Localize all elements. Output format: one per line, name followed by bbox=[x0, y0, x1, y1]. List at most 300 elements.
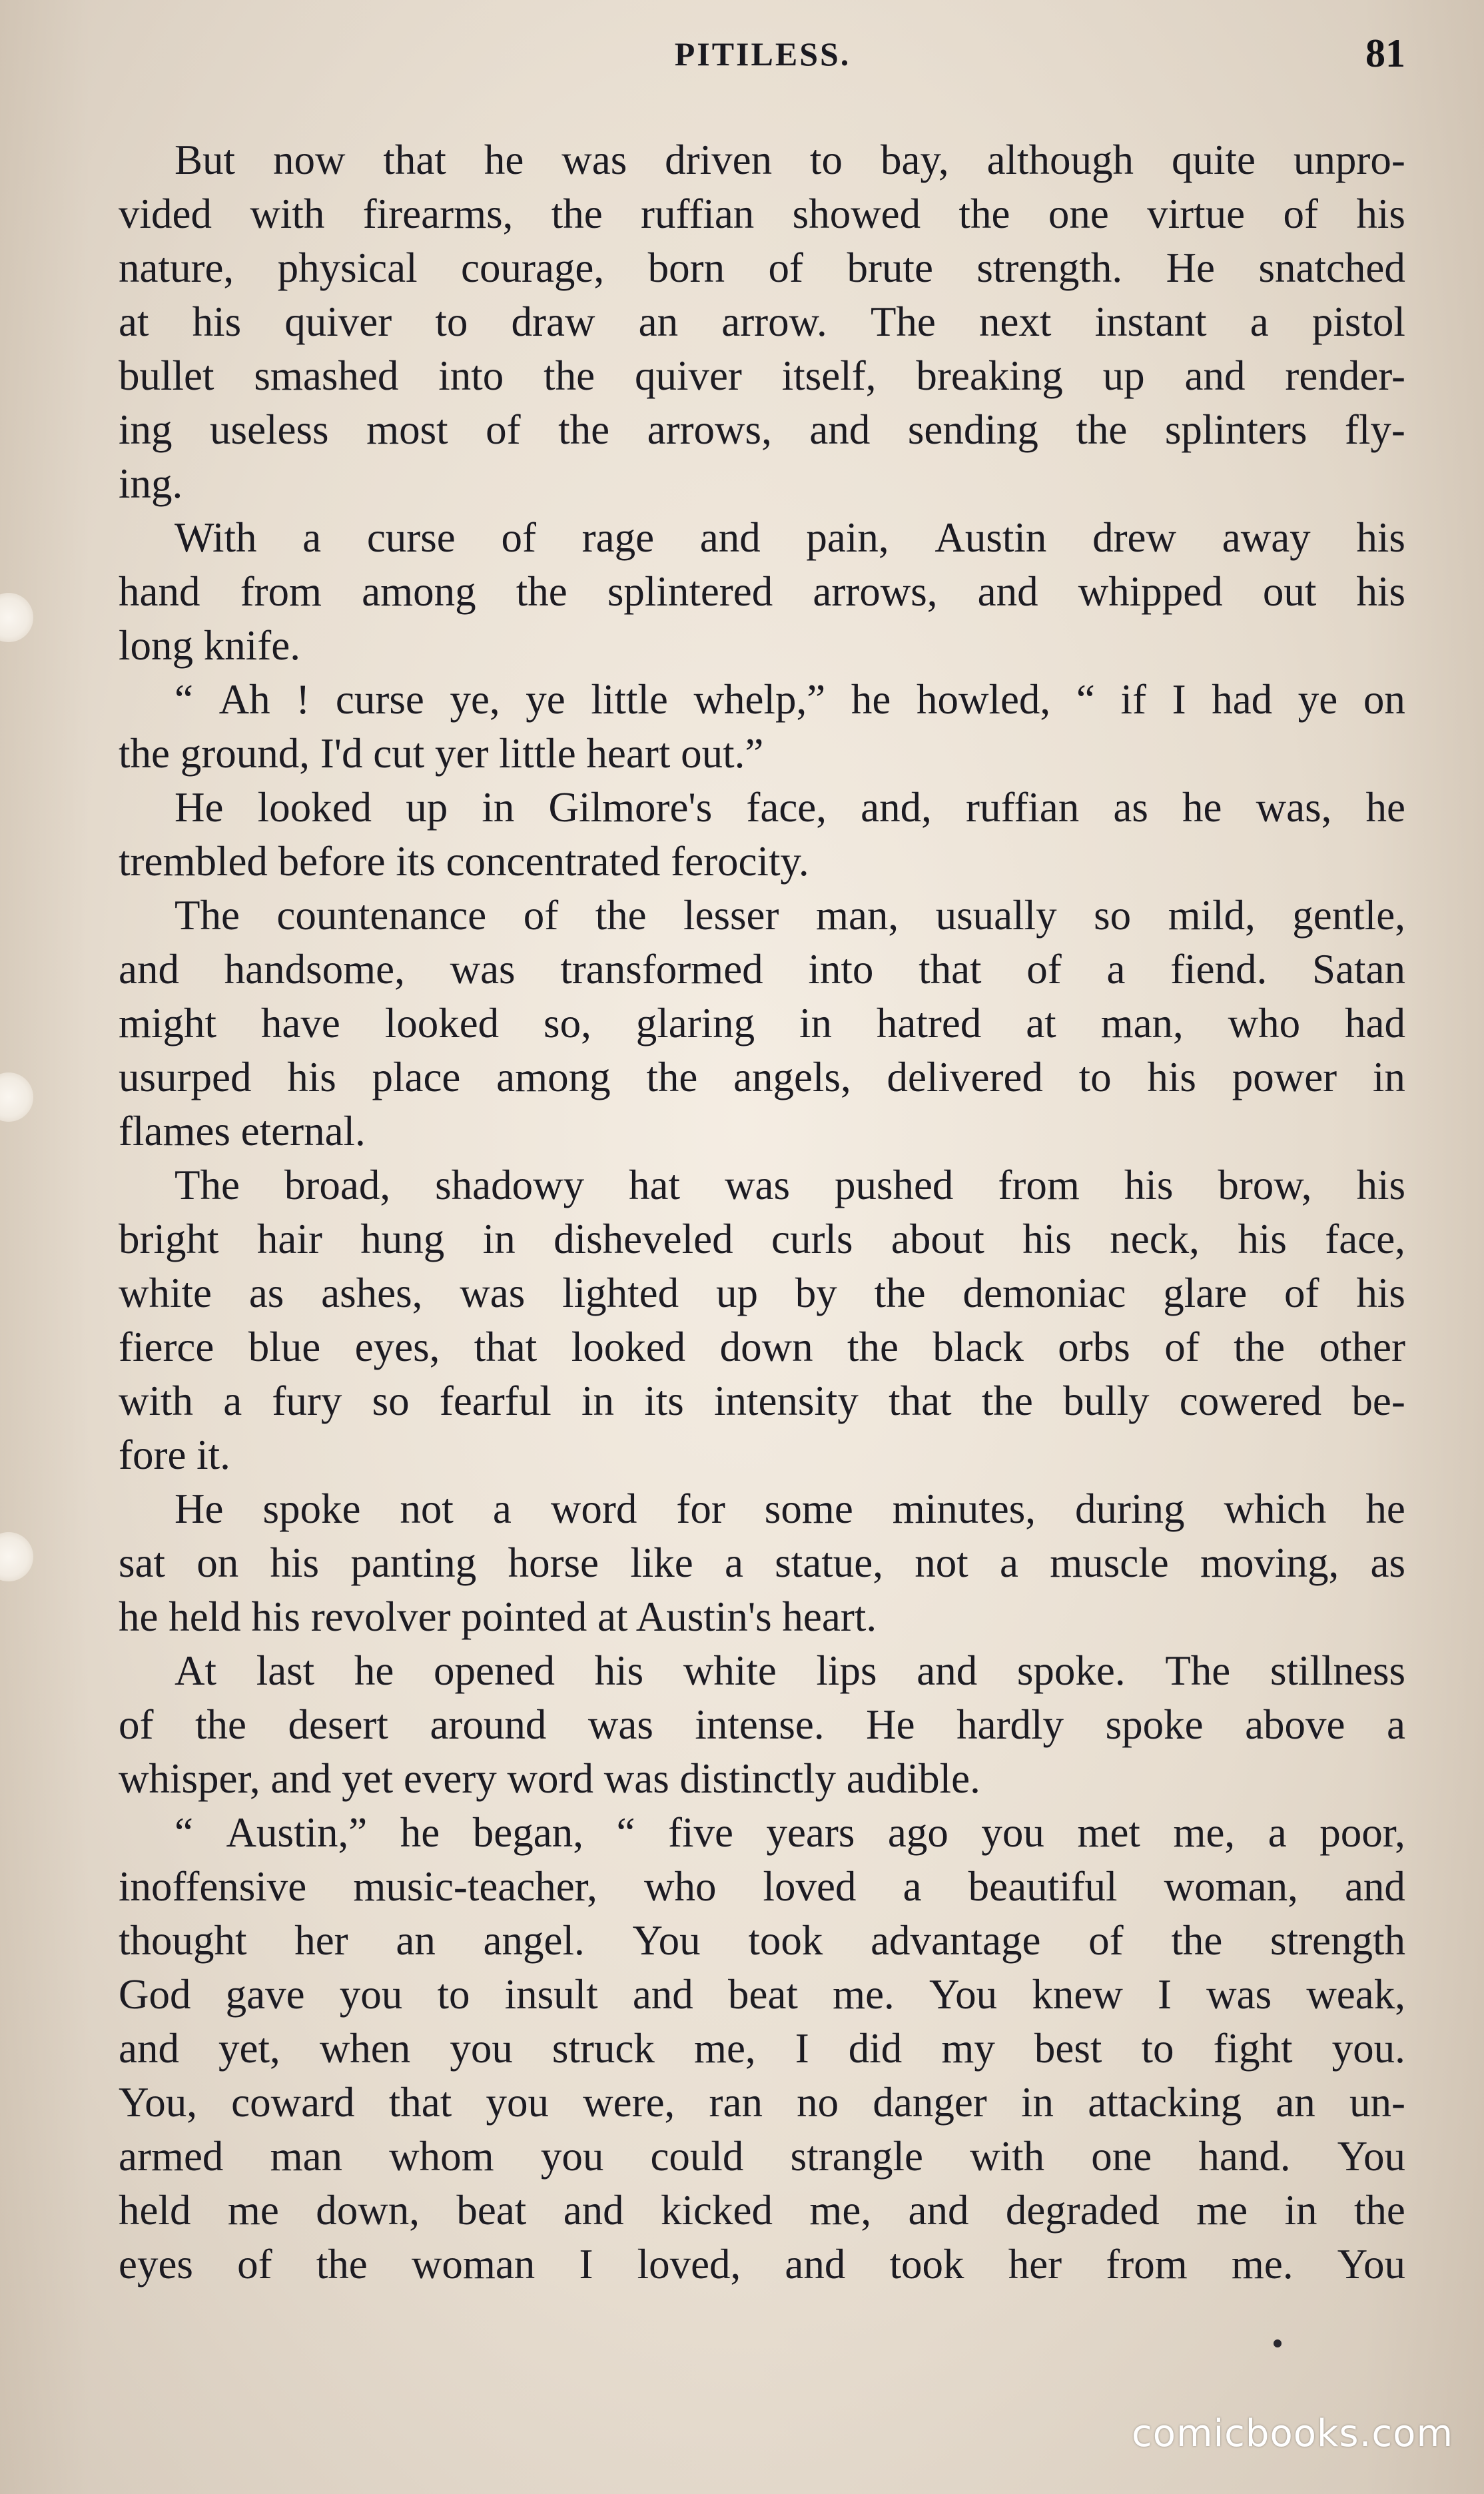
word: looked bbox=[384, 1000, 500, 1046]
word: began, bbox=[472, 1809, 583, 1856]
word: the bbox=[1234, 1324, 1286, 1370]
word: other bbox=[1319, 1324, 1405, 1370]
word: on bbox=[196, 1539, 239, 1586]
word: hardly bbox=[956, 1701, 1064, 1748]
word: in bbox=[1020, 2079, 1054, 2126]
word: With bbox=[175, 514, 257, 561]
word: ye, bbox=[450, 676, 500, 723]
word: beautiful bbox=[968, 1863, 1118, 1910]
text-line bbox=[119, 565, 1405, 618]
word: was bbox=[587, 1701, 653, 1748]
word: that bbox=[383, 137, 446, 183]
word: his bbox=[1124, 1162, 1174, 1208]
word: that bbox=[889, 1378, 952, 1424]
word: loved, bbox=[637, 2241, 741, 2287]
word: physical bbox=[277, 244, 418, 291]
word: were, bbox=[583, 2079, 675, 2126]
word: brute bbox=[847, 244, 933, 291]
text-line bbox=[119, 1212, 1405, 1266]
word: and bbox=[563, 2187, 624, 2234]
word: his bbox=[1356, 568, 1405, 615]
word: delivered bbox=[887, 1054, 1043, 1100]
word: five bbox=[667, 1809, 733, 1856]
word: splinters bbox=[1164, 406, 1307, 453]
word: so bbox=[1094, 892, 1132, 939]
word: my bbox=[941, 2025, 995, 2072]
word: The bbox=[870, 298, 936, 345]
word: the bbox=[551, 191, 603, 237]
text-line bbox=[119, 2238, 1405, 2291]
word: in bbox=[1372, 1054, 1405, 1100]
word: intensity bbox=[713, 1378, 859, 1424]
word: broad, bbox=[284, 1162, 391, 1208]
word: vided bbox=[119, 191, 212, 237]
word: of bbox=[768, 244, 804, 291]
word: ran bbox=[709, 2079, 763, 2126]
word: did bbox=[848, 2025, 903, 2072]
word: the bbox=[981, 1378, 1033, 1424]
page-header bbox=[120, 31, 1405, 75]
word: sending bbox=[907, 406, 1038, 453]
word: an bbox=[396, 1917, 436, 1964]
word: from bbox=[998, 1162, 1080, 1208]
word: he bbox=[354, 1647, 394, 1694]
word: render- bbox=[1285, 352, 1405, 399]
text-line bbox=[119, 943, 1405, 996]
word: if bbox=[1120, 676, 1146, 723]
word: neck, bbox=[1110, 1216, 1200, 1262]
word: desert bbox=[288, 1701, 388, 1748]
word: the bbox=[847, 1324, 899, 1370]
word: man, bbox=[1100, 1000, 1184, 1046]
word: the bbox=[1076, 406, 1128, 453]
word: have bbox=[260, 1000, 340, 1046]
word: was, bbox=[1256, 784, 1332, 831]
word: The bbox=[175, 1162, 240, 1208]
word: that bbox=[474, 1324, 538, 1370]
word: had bbox=[1345, 1000, 1405, 1046]
word: hair bbox=[256, 1216, 322, 1262]
word: into bbox=[438, 352, 504, 399]
word: ! bbox=[296, 676, 310, 723]
word: Austin bbox=[934, 514, 1047, 561]
word: disheveled bbox=[554, 1216, 733, 1262]
word: away bbox=[1222, 514, 1311, 561]
word: intense. bbox=[695, 1701, 825, 1748]
word: with bbox=[250, 191, 325, 237]
word: snatched bbox=[1258, 244, 1405, 291]
word: a bbox=[223, 1378, 242, 1424]
word: from bbox=[1106, 2241, 1188, 2287]
word: I bbox=[1158, 1971, 1172, 2018]
word: kicked bbox=[661, 2187, 773, 2234]
text-line bbox=[119, 511, 1405, 564]
word: quiver bbox=[284, 298, 392, 345]
word: spoke bbox=[1105, 1701, 1204, 1748]
word: born bbox=[647, 244, 725, 291]
word: bright bbox=[119, 1216, 219, 1262]
word: black bbox=[932, 1324, 1024, 1370]
word: the bbox=[558, 406, 610, 453]
word: un- bbox=[1349, 2079, 1405, 2126]
word: fury bbox=[272, 1378, 342, 1424]
word: among bbox=[362, 568, 476, 615]
word: You bbox=[928, 1971, 998, 2018]
word: Austin,” bbox=[226, 1809, 368, 1856]
word: He bbox=[1166, 244, 1216, 291]
text-line bbox=[119, 2130, 1405, 2183]
word: and bbox=[699, 514, 761, 561]
word: of bbox=[1164, 1324, 1200, 1370]
word: insult bbox=[504, 1971, 598, 2018]
word: pistol bbox=[1311, 298, 1405, 345]
word: to bbox=[1078, 1054, 1112, 1100]
word: quiver bbox=[634, 352, 742, 399]
word: the bbox=[1171, 1917, 1223, 1964]
word: He bbox=[175, 784, 224, 831]
word: quite bbox=[1171, 137, 1256, 183]
word: ye bbox=[1298, 676, 1338, 723]
word: the bbox=[516, 568, 567, 615]
word: a bbox=[1268, 1809, 1287, 1856]
word: woman, bbox=[1164, 1863, 1298, 1910]
word: you bbox=[339, 1971, 403, 2018]
word: his bbox=[1238, 1216, 1287, 1262]
word: took bbox=[748, 1917, 823, 1964]
word: You, bbox=[119, 2079, 197, 2126]
word: of bbox=[1088, 1917, 1124, 1964]
word: a bbox=[492, 1485, 512, 1532]
text-line bbox=[119, 133, 1405, 187]
word: itself, bbox=[781, 352, 877, 399]
text-line bbox=[119, 781, 1405, 834]
word: of bbox=[1283, 191, 1318, 237]
word: lips bbox=[816, 1647, 877, 1694]
word: minutes, bbox=[892, 1485, 1036, 1532]
text-line bbox=[119, 1968, 1405, 2021]
word: little bbox=[591, 676, 668, 723]
word: blue bbox=[248, 1324, 321, 1370]
word: power bbox=[1232, 1054, 1337, 1100]
text-line bbox=[119, 1644, 1405, 1697]
word: no bbox=[797, 2079, 839, 2126]
word: gentle, bbox=[1292, 892, 1405, 939]
word: his bbox=[287, 1054, 336, 1100]
word: up bbox=[715, 1270, 758, 1316]
word: an bbox=[638, 298, 679, 345]
text-line bbox=[119, 295, 1405, 348]
word: You bbox=[1337, 2241, 1405, 2287]
word: rage bbox=[581, 514, 655, 561]
word: and bbox=[809, 406, 871, 453]
word: he bbox=[1365, 1485, 1405, 1532]
word: ye bbox=[526, 676, 565, 723]
word: and, bbox=[861, 784, 932, 831]
word: down bbox=[719, 1324, 813, 1370]
word: God bbox=[119, 1971, 191, 2018]
word: and bbox=[1344, 1863, 1405, 1910]
word: “ bbox=[1076, 676, 1095, 723]
word: took bbox=[889, 2241, 964, 2287]
word: could bbox=[650, 2133, 744, 2180]
word: driven bbox=[665, 137, 773, 183]
word: of bbox=[119, 1701, 154, 1748]
word: strength. bbox=[976, 244, 1123, 291]
word: be- bbox=[1351, 1378, 1405, 1424]
word: cowered bbox=[1179, 1378, 1322, 1424]
text-line bbox=[119, 1698, 1405, 1751]
word: out bbox=[1262, 568, 1317, 615]
word: as bbox=[1370, 1539, 1405, 1586]
text-line bbox=[119, 2022, 1405, 2075]
text-line bbox=[119, 889, 1405, 942]
word: glare bbox=[1163, 1270, 1248, 1316]
text-line bbox=[119, 403, 1405, 456]
text-line: flames eternal. bbox=[119, 1108, 366, 1154]
word: his bbox=[192, 298, 242, 345]
word: his bbox=[1022, 1216, 1072, 1262]
word: into bbox=[808, 946, 874, 993]
word: best bbox=[1034, 2025, 1102, 2072]
body-text bbox=[119, 133, 1405, 2298]
word: You bbox=[1337, 2133, 1405, 2180]
word: useless bbox=[210, 406, 329, 453]
word: like bbox=[630, 1539, 693, 1586]
word: beat bbox=[456, 2187, 527, 2234]
word: for bbox=[676, 1485, 725, 1532]
word: one bbox=[1091, 2133, 1152, 2180]
word: his bbox=[1356, 514, 1405, 561]
word: place bbox=[372, 1054, 461, 1100]
word: eyes, bbox=[354, 1324, 440, 1370]
word: coward bbox=[231, 2079, 355, 2126]
word: the bbox=[544, 352, 595, 399]
word: and bbox=[977, 568, 1038, 615]
word: bay, bbox=[881, 137, 949, 183]
word: an bbox=[1276, 2079, 1315, 2126]
word: above bbox=[1245, 1701, 1345, 1748]
word: his bbox=[1356, 1270, 1405, 1316]
word: bully bbox=[1063, 1378, 1150, 1424]
text-line bbox=[119, 241, 1405, 294]
text-line: he held his revolver pointed at Austin's heart. bbox=[119, 1593, 877, 1640]
word: instant bbox=[1094, 298, 1207, 345]
word: me bbox=[227, 2187, 279, 2234]
word: smashed bbox=[254, 352, 399, 399]
word: countenance bbox=[276, 892, 487, 939]
word: next bbox=[979, 298, 1052, 345]
word: nature, bbox=[119, 244, 234, 291]
word: panting bbox=[350, 1539, 477, 1586]
word: of bbox=[237, 2241, 272, 2287]
word: bullet bbox=[119, 352, 214, 399]
word: up bbox=[1102, 352, 1145, 399]
word: You bbox=[632, 1917, 701, 1964]
word: he bbox=[400, 1809, 440, 1856]
word: courage, bbox=[461, 244, 605, 291]
word: her bbox=[1008, 2241, 1062, 2287]
word: I bbox=[579, 2241, 593, 2287]
word: you bbox=[450, 2025, 513, 2072]
word: who bbox=[1228, 1000, 1301, 1046]
word: of bbox=[501, 514, 536, 561]
text-line: trembled before its concentrated ferocity. bbox=[119, 838, 809, 885]
word: you bbox=[540, 2133, 604, 2180]
word: advantage bbox=[871, 1917, 1041, 1964]
word: The bbox=[1165, 1647, 1231, 1694]
text-line: the ground, I'd cut yer little heart out.” bbox=[119, 730, 764, 777]
word: a bbox=[1000, 1539, 1018, 1586]
word: degraded bbox=[1005, 2187, 1160, 2234]
word: opened bbox=[434, 1647, 555, 1694]
word: of bbox=[486, 406, 521, 453]
word: to bbox=[1141, 2025, 1174, 2072]
watermark-logo: comicbooks.com bbox=[1131, 2412, 1453, 2455]
word: hung bbox=[360, 1216, 445, 1262]
word: in bbox=[1284, 2187, 1317, 2234]
word: was bbox=[724, 1162, 790, 1208]
word: transformed bbox=[560, 946, 763, 993]
word: stillness bbox=[1270, 1647, 1405, 1694]
word: that bbox=[919, 946, 982, 993]
word: the bbox=[316, 2241, 368, 2287]
word: he bbox=[1365, 784, 1405, 831]
word: unpro- bbox=[1293, 137, 1405, 183]
word: ing bbox=[119, 406, 173, 453]
text-line bbox=[119, 1860, 1405, 1913]
word: a bbox=[725, 1539, 744, 1586]
word: by bbox=[795, 1270, 837, 1316]
word: and bbox=[119, 2025, 179, 2072]
word: He bbox=[866, 1701, 915, 1748]
word: woman bbox=[411, 2241, 536, 2287]
word: pain, bbox=[806, 514, 889, 561]
word: Gilmore's bbox=[548, 784, 713, 831]
word: music-teacher, bbox=[353, 1863, 597, 1910]
word: his bbox=[594, 1647, 644, 1694]
word: and bbox=[785, 2241, 846, 2287]
word: not bbox=[915, 1539, 968, 1586]
word: and bbox=[908, 2187, 969, 2234]
word: a bbox=[1250, 298, 1269, 345]
text-line bbox=[119, 1158, 1405, 1212]
word: not bbox=[400, 1485, 454, 1532]
word: face, bbox=[746, 784, 827, 831]
word: his bbox=[270, 1539, 320, 1586]
word: a bbox=[302, 514, 322, 561]
word: spoke. bbox=[1016, 1647, 1126, 1694]
word: was bbox=[561, 137, 627, 183]
word: her bbox=[294, 1917, 348, 1964]
word: glaring bbox=[635, 1000, 755, 1046]
word: to bbox=[437, 1971, 470, 2018]
word: he bbox=[1182, 784, 1222, 831]
word: was bbox=[460, 1270, 526, 1316]
word: me, bbox=[693, 2025, 756, 2072]
word: white bbox=[683, 1647, 777, 1694]
word: fierce bbox=[119, 1324, 214, 1370]
word: most bbox=[366, 406, 448, 453]
word: muscle bbox=[1050, 1539, 1169, 1586]
text-line bbox=[119, 1374, 1405, 1428]
word: me bbox=[1196, 2187, 1248, 2234]
word: he bbox=[851, 676, 891, 723]
word: ashes, bbox=[321, 1270, 423, 1316]
word: lesser bbox=[683, 892, 779, 939]
word: gave bbox=[225, 1971, 305, 2018]
text-line: ing. bbox=[119, 460, 183, 507]
word: ruffian bbox=[966, 784, 1080, 831]
text-line bbox=[119, 997, 1405, 1050]
word: “ bbox=[175, 1809, 193, 1856]
word: horse bbox=[508, 1539, 599, 1586]
word: was bbox=[450, 946, 516, 993]
word: He bbox=[175, 1485, 224, 1532]
text-line bbox=[119, 1914, 1405, 1967]
word: in bbox=[482, 784, 515, 831]
word: me. bbox=[833, 1971, 895, 2018]
word: when bbox=[319, 2025, 411, 2072]
word: of bbox=[523, 892, 559, 939]
word: ago bbox=[887, 1809, 948, 1856]
word: whom bbox=[389, 2133, 494, 2180]
word: whelp,” bbox=[693, 676, 826, 723]
word: poor, bbox=[1319, 1809, 1405, 1856]
word: eyes bbox=[119, 2241, 193, 2287]
word: me, bbox=[809, 2187, 872, 2234]
word: with bbox=[119, 1378, 194, 1424]
word: hand. bbox=[1198, 2133, 1291, 2180]
word: At bbox=[175, 1647, 216, 1694]
word: angels, bbox=[733, 1054, 851, 1100]
word: firearms, bbox=[362, 191, 514, 237]
word: Ah bbox=[218, 676, 270, 723]
word: loved bbox=[763, 1863, 857, 1910]
word: his bbox=[1147, 1054, 1196, 1100]
word: man bbox=[270, 2133, 343, 2180]
word: strength bbox=[1270, 1917, 1405, 1964]
word: you bbox=[486, 2079, 549, 2126]
word: years bbox=[766, 1809, 855, 1856]
word: among bbox=[496, 1054, 611, 1100]
word: arrows, bbox=[647, 406, 772, 453]
word: “ bbox=[175, 676, 193, 723]
word: spoke bbox=[262, 1485, 361, 1532]
word: although bbox=[986, 137, 1134, 183]
word: curse bbox=[335, 676, 424, 723]
word: danger bbox=[873, 2079, 987, 2126]
word: the bbox=[195, 1701, 246, 1748]
word: which bbox=[1224, 1485, 1327, 1532]
word: thought bbox=[119, 1917, 247, 1964]
word: draw bbox=[511, 298, 595, 345]
word: weak, bbox=[1306, 1971, 1405, 2018]
text-line: whisper, and yet every word was distinctly audible. bbox=[119, 1755, 980, 1802]
word: the bbox=[595, 892, 647, 939]
word: down, bbox=[316, 2187, 420, 2234]
word: and bbox=[917, 1647, 978, 1694]
word: the bbox=[646, 1054, 698, 1100]
word: me, bbox=[1173, 1809, 1236, 1856]
word: on bbox=[1363, 676, 1405, 723]
word: I bbox=[795, 2025, 809, 2072]
text-line bbox=[119, 1806, 1405, 1859]
word: had bbox=[1212, 676, 1273, 723]
word: a bbox=[1106, 946, 1126, 993]
word: the bbox=[958, 191, 1010, 237]
word: arrow. bbox=[721, 298, 827, 345]
text-line bbox=[119, 673, 1405, 726]
